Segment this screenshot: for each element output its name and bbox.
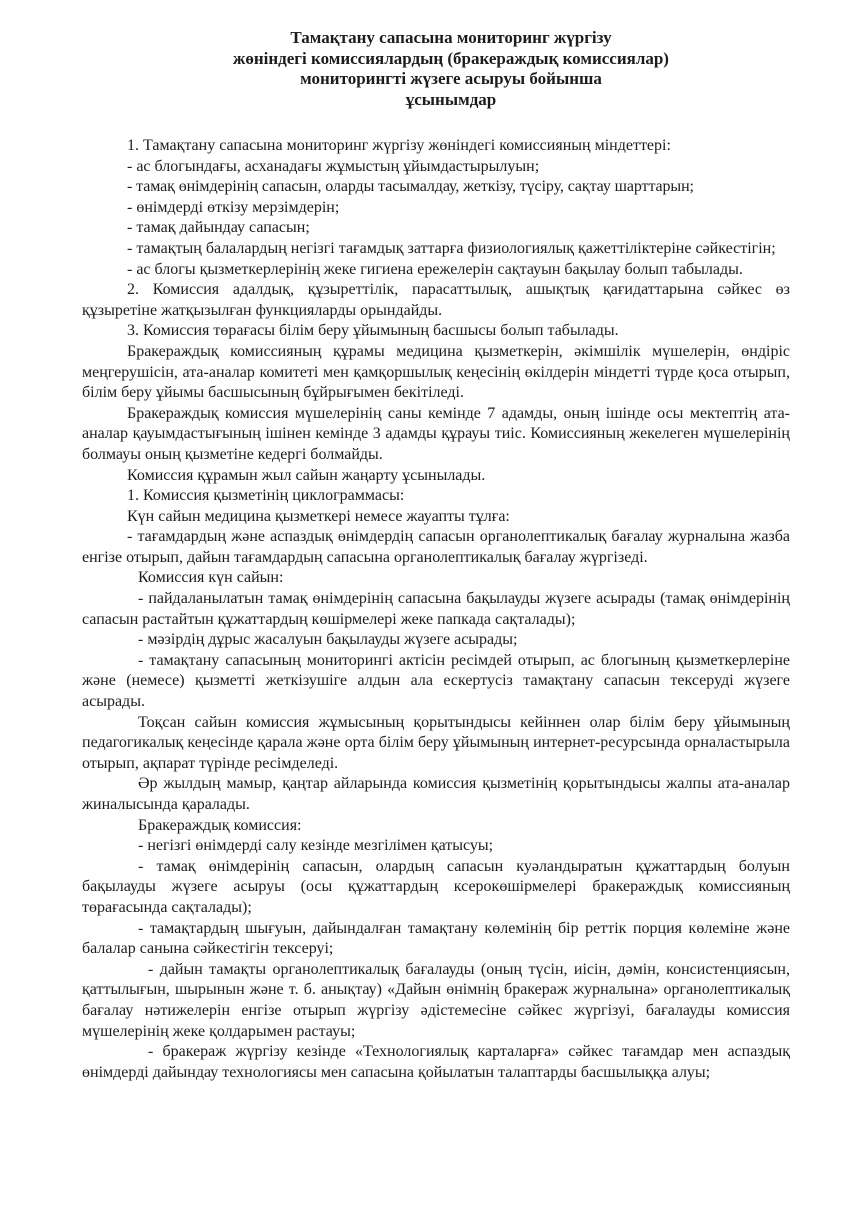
paragraph: 1. Тамақтану сапасына мониторинг жүргізу жөніндегі комиссияның міндеттері: bbox=[127, 137, 671, 154]
document-body bbox=[82, 136, 790, 1083]
list-item: - тағамдардың және аспаздық өнімдердің сапасын органолептикалық бағалау журналына жазба енгізе отырып, дайын тағамдардың сапасына органолептикалық бағалау жүргізеді. bbox=[82, 528, 790, 566]
title-line: ұсынымдар bbox=[405, 89, 497, 109]
title-line: жөніндегі комиссиялардың (бракераждық комиссиялар) bbox=[233, 48, 669, 68]
list-item: - тамақтардың шығуын, дайындалған тамақтану көлемінің бір реттік порция көлеміне және балалар санына сәйкестігін тексеруі; bbox=[82, 919, 790, 958]
list-item: - тамақ өнімдерінің сапасын, олардың сапасын куәландыратын құжаттардың болуын бақылауды жүзеге асыруы (осы құжаттардың ксерокөшірмелері бракераждық комиссияның төрағасында сақталады); bbox=[82, 857, 790, 916]
paragraph: Бракераждық комиссия мүшелерінің саны кемінде 7 адамды, оның ішінде осы мектептің ата-аналар қауымдастығының ішінен кемінде 3 адамды құрауы тиіс. Комиссияның жекелеген мүшелерінің болмауы оның қызметіне кедергі болмайды. bbox=[82, 404, 790, 463]
list-item: - дайын тамақты органолептикалық бағалауды (оның түсін, иісін, дәмін, консистенциясын, қаттылығын, шырынын және т. б. анықтау) «Дайын өнімнің бракераж журналына» органолептикалық бағалау нәтижелерін енгізе отырып жүргізу әдістемесіне сәйкес жүргізуі, бағалауды комиссия мүшелерінің жеке қолдарымен растауы; bbox=[82, 960, 790, 1040]
title-line: мониторингті жүзеге асыруы бойынша bbox=[300, 69, 602, 88]
list-item: - пайдаланылатын тамақ өнімдерінің сапасына бақылауды жүзеге асырады (тамақ өнімдерінің сапасын растайтын құжаттардың көшірмелері жеке папкада сақталады); bbox=[82, 590, 790, 628]
list-item: - тамақтану сапасының мониторингі актісін ресімдей отырып, ас блогының қызметкерлеріне және (немесе) қызметті жеткізушіге алдын ала ескертусіз тамақтану сапасын тексеруді жүзеге асырады. bbox=[82, 651, 790, 711]
paragraph: Бракераждық комиссияның құрамы медицина қызметкерін, әкімшілік мүшелерін, өндіріс меңгерушісін, ата-аналар комитеті мен қамқоршылық кеңесінің өкілдерін міндетті түрде қоса отырып, білім беру ұйымы басшысының бұйрығымен бекітіледі. bbox=[82, 342, 790, 402]
paragraph: Бракераждық комиссия: bbox=[138, 816, 302, 834]
list-item: - тамақтың балалардың негізгі тағамдық заттарға физиологиялық қажеттіліктеріне сәйкестігін; bbox=[127, 239, 776, 257]
paragraph: Комиссия құрамын жыл сайын жаңарту ұсынылады. bbox=[127, 466, 486, 484]
paragraph: Тоқсан сайын комиссия жұмысының қорытындысы кейіннен олар білім беру ұйымының педагогикалық кеңесінде қарала және орта білім беру ұйымының интернет-ресурсында орналастырыла отырып, ақпарат түрінде ресімделеді. bbox=[82, 713, 790, 772]
list-item: - бракераж жүргізу кезінде «Технологиялық карталарға» сәйкес тағамдар мен аспаздық өнімдерді дайындау технологиясы мен сапасына қойылатын талаптарды басшылыққа алуы; bbox=[82, 1043, 790, 1081]
title-line: Тамақтану сапасына мониторинг жүргізу bbox=[290, 28, 612, 47]
paragraph: Комиссия күн сайын: bbox=[138, 569, 284, 587]
paragraph: Әр жылдың мамыр, қаңтар айларында комиссия қызметінің қорытындысы жалпы ата-аналар жиналысында қаралады. bbox=[82, 775, 790, 813]
list-item: - негізгі өнімдерді салу кезінде мезгілімен қатысуы; bbox=[138, 837, 494, 855]
paragraph: 3. Комиссия төрағасы білім беру ұйымының басшысы болып табылады. bbox=[127, 322, 619, 340]
list-item: - тамақ өнімдерінің сапасын, оларды тасымалдау, жеткізу, түсіру, сақтау шарттарын; bbox=[127, 178, 694, 196]
paragraph: Күн сайын медицина қызметкері немесе жауапты тұлға: bbox=[127, 507, 510, 525]
list-item: - мәзірдің дұрыс жасалуын бақылауды жүзеге асырады; bbox=[138, 631, 518, 649]
list-item: - өнімдерді өткізу мерзімдерін; bbox=[127, 198, 340, 216]
list-item: - ас блогындағы, асханадағы жұмыстың ұйымдастырылуын; bbox=[127, 157, 540, 175]
section-heading: 1. Комиссия қызметінің циклограммасы: bbox=[127, 487, 405, 505]
paragraph: 2. Комиссия адалдық, құзыреттілік, парасаттылық, ашықтық қағидаттарына сәйкес өз құзыретіне жатқызылған функцияларды орындайды. bbox=[82, 281, 790, 319]
list-item: - тамақ дайындау сапасын; bbox=[127, 219, 310, 237]
document-title bbox=[82, 28, 790, 110]
list-item: - ас блогы қызметкерлерінің жеке гигиена ережелерін сақтауын бақылау болып табылады. bbox=[127, 260, 743, 278]
